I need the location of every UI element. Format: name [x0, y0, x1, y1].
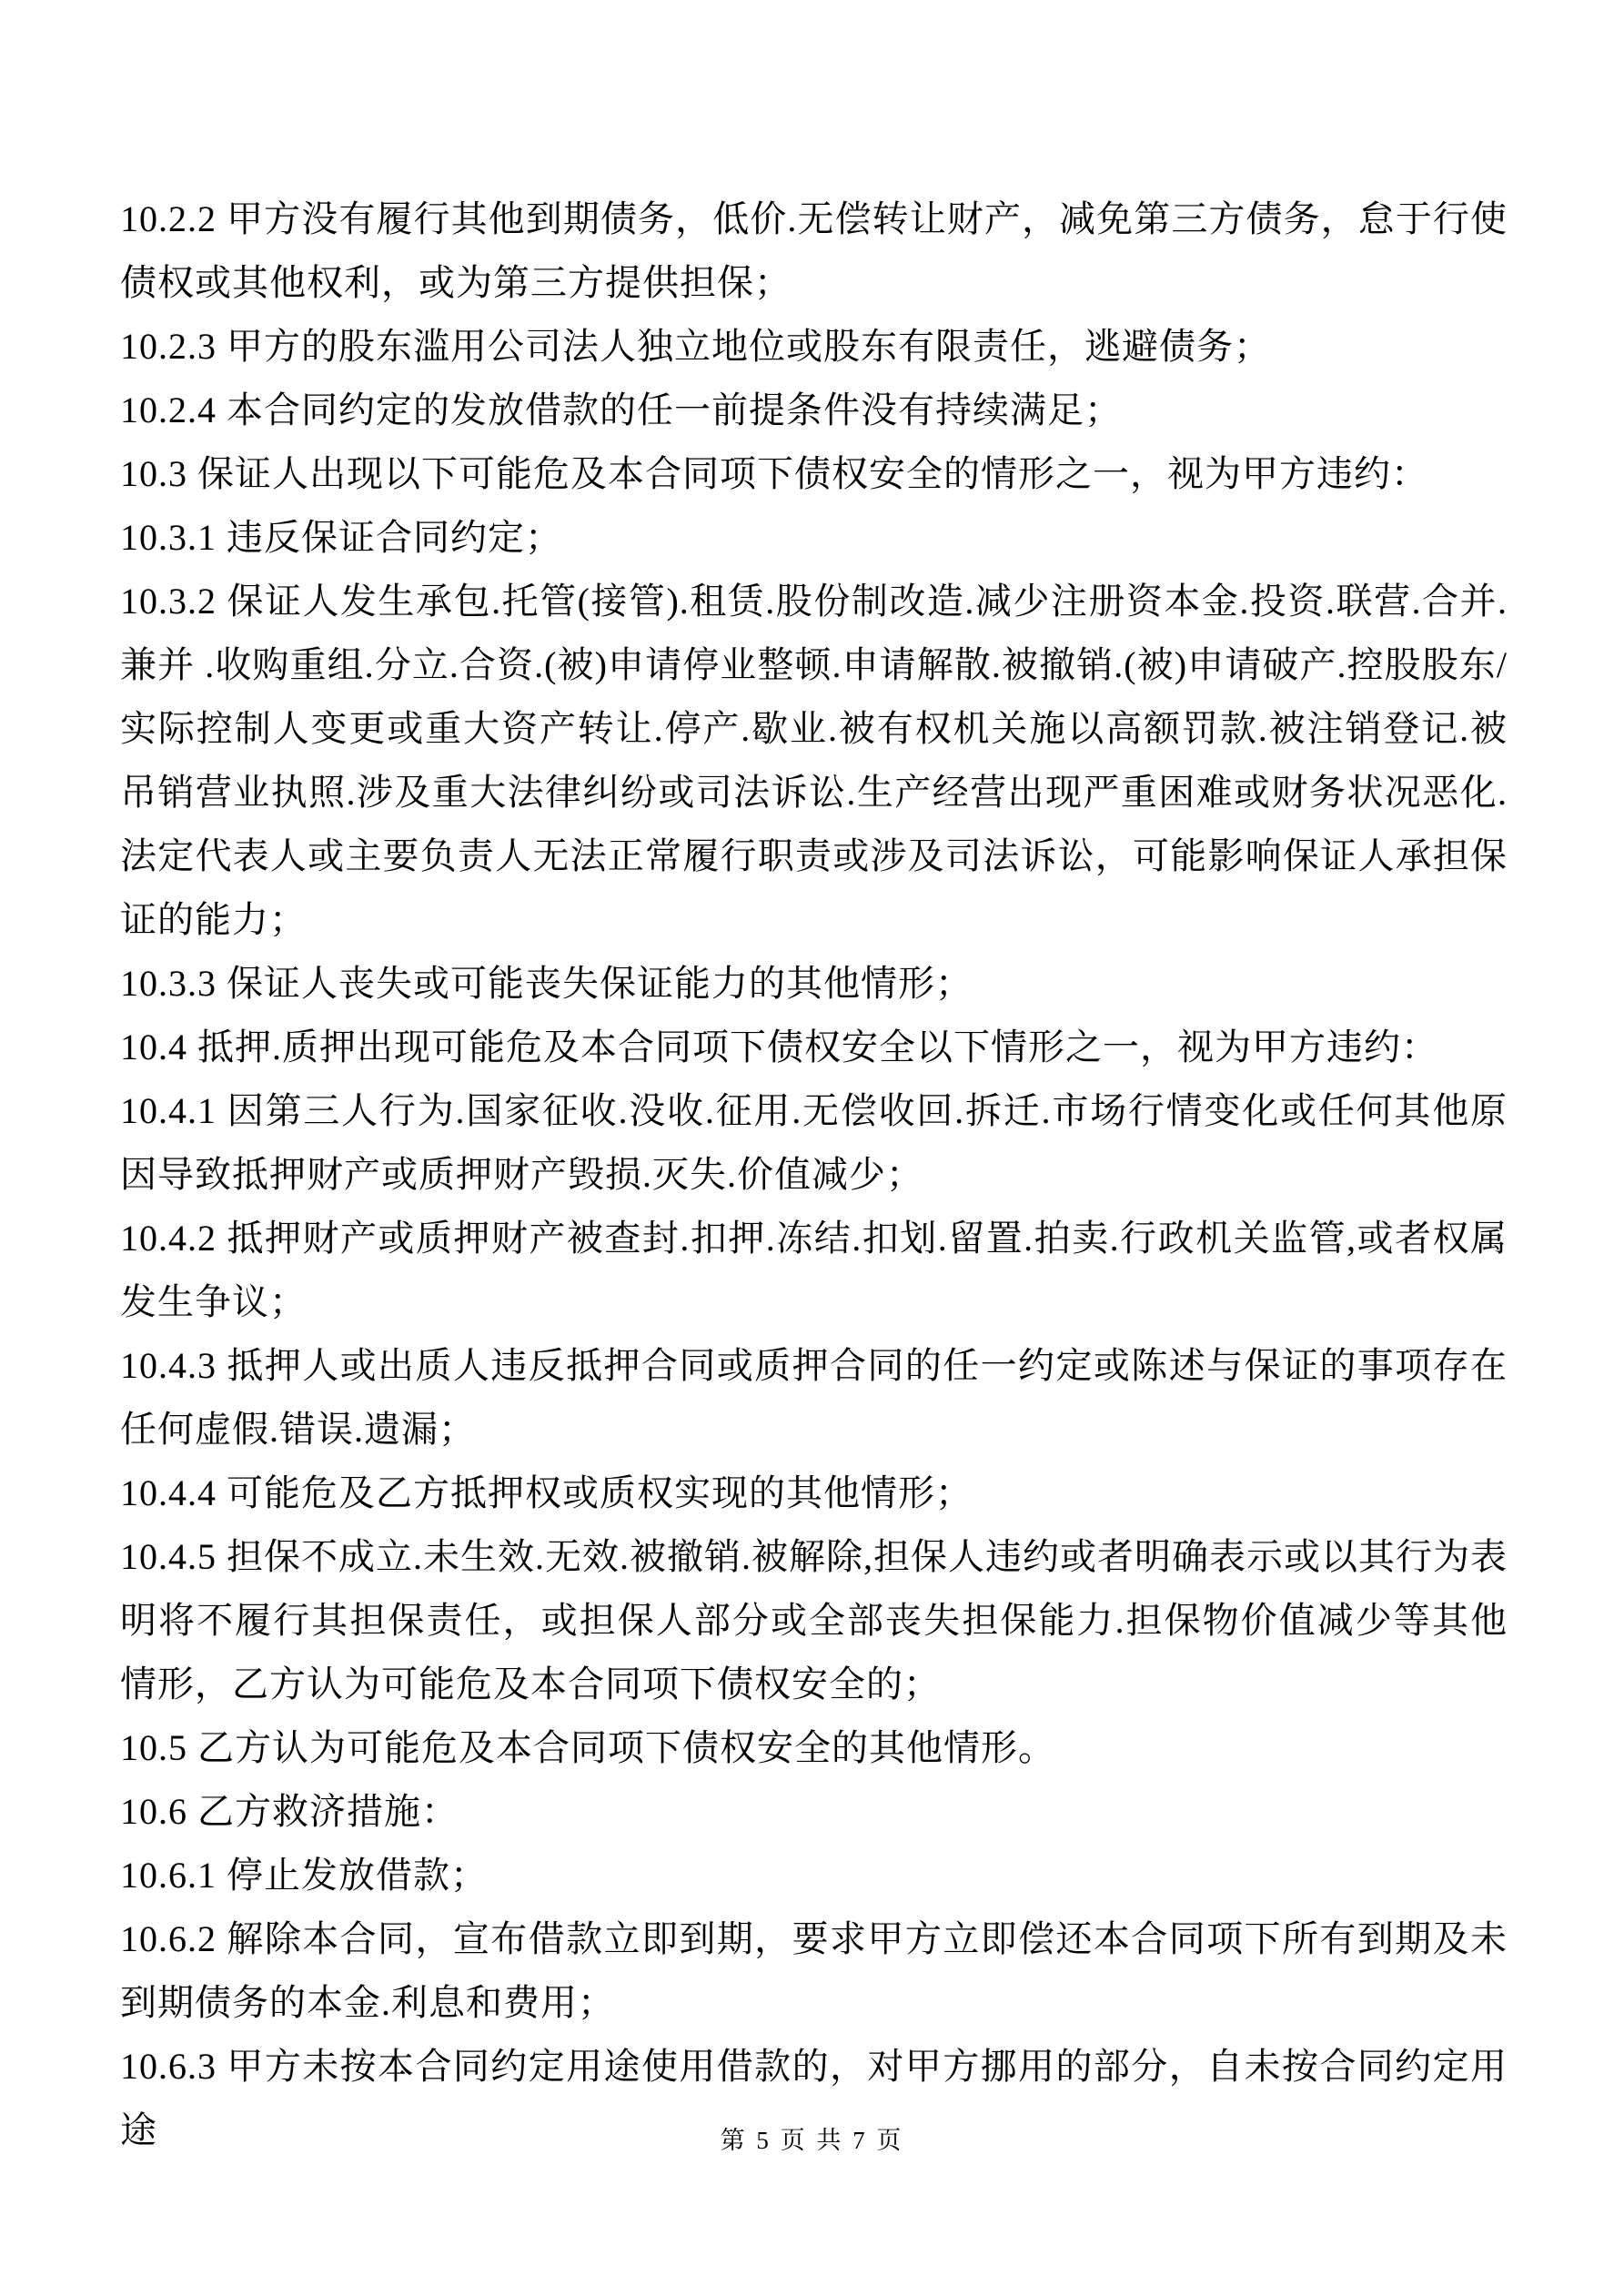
page-content	[120, 187, 1508, 2162]
page-footer: 第 5 页 共 7 页	[720, 2127, 904, 2154]
clause-10-3-2: 10.3.2 保证人发生承包.托管(接管).租赁.股份制改造.减少注册资本金.投资.联营.合并.兼并 .收购重组.分立.合资.(被)申请停业整顿.申请解散.被撤销.(被)申请破产.控股股东/实际控制人变更或重大资产转让.停产.歇业.被有权机关施以高额罚款.被注销登记.被吊销营业执照.涉及重大法律纠纷或司法诉讼.生产经营出现严重困难或财务状况恶化.法定代表人或主要负责人无法正常履行职责或涉及司法诉讼，可能影响保证人承担保证的能力；	[120, 581, 1508, 940]
clause-10-6-1: 10.6.1 停止发放借款；	[120, 1855, 488, 1896]
clause-10-4-5: 10.4.5 担保不成立.未生效.无效.被撤销.被解除,担保人违约或者明确表示或以其行为表明将不履行其担保责任，或担保人部分或全部丧失担保能力.担保物价值减少等其他情形，乙方认为可能危及本合同项下债权安全的；	[120, 1536, 1508, 1704]
clause-10-4: 10.4 抵押.质押出现可能危及本合同项下债权安全以下情形之一，视为甲方违约：	[120, 1027, 1438, 1067]
clause-10-2-4: 10.2.4 本合同约定的发放借款的任一前提条件没有持续满足；	[120, 389, 1122, 430]
clause-10-4-4: 10.4.4 可能危及乙方抵押权或质权实现的其他情形；	[120, 1472, 973, 1513]
clause-10-4-3: 10.4.3 抵押人或出质人违反抵押合同或质押合同的任一约定或陈述与保证的事项存在任何虚假.错误.遗漏；	[120, 1345, 1508, 1450]
clause-10-6: 10.6 乙方救济措施：	[120, 1791, 459, 1832]
clause-10-3-1: 10.3.1 违反保证合同约定；	[120, 517, 562, 558]
clause-10-5: 10.5 乙方认为可能危及本合同项下债权安全的其他情形。	[120, 1727, 1055, 1768]
clause-10-2-2: 10.2.2 甲方没有履行其他到期债务，低价.无偿转让财产，减免第三方债务，怠于行使债权或其他权利，或为第三方提供担保；	[120, 198, 1508, 303]
clause-10-3-3: 10.3.3 保证人丧失或可能丧失保证能力的其他情形；	[120, 963, 973, 1004]
clause-10-4-1: 10.4.1 因第三人行为.国家征收.没收.征用.无偿收回.拆迁.市场行情变化或任何其他原因导致抵押财产或质押财产毁损.灭失.价值减少；	[120, 1090, 1508, 1195]
clause-10-2-3: 10.2.3 甲方的股东滥用公司法人独立地位或股东有限责任，逃避债务；	[120, 326, 1271, 367]
clause-10-3: 10.3 保证人出现以下可能危及本合同项下债权安全的情形之一，视为甲方违约：	[120, 453, 1428, 494]
clause-10-6-3: 10.6.3 甲方未按本合同约定用途使用借款的，对甲方挪用的部分，自未按合同约定用途	[120, 2046, 1508, 2150]
clause-10-4-2: 10.4.2 抵押财产或质押财产被查封.扣押.冻结.扣划.留置.拍卖.行政机关监管,或者权属发生争议；	[120, 1218, 1508, 1322]
clause-10-6-2: 10.6.2 解除本合同，宣布借款立即到期，要求甲方立即偿还本合同项下所有到期及未到期债务的本金.利息和费用；	[120, 1918, 1508, 2023]
